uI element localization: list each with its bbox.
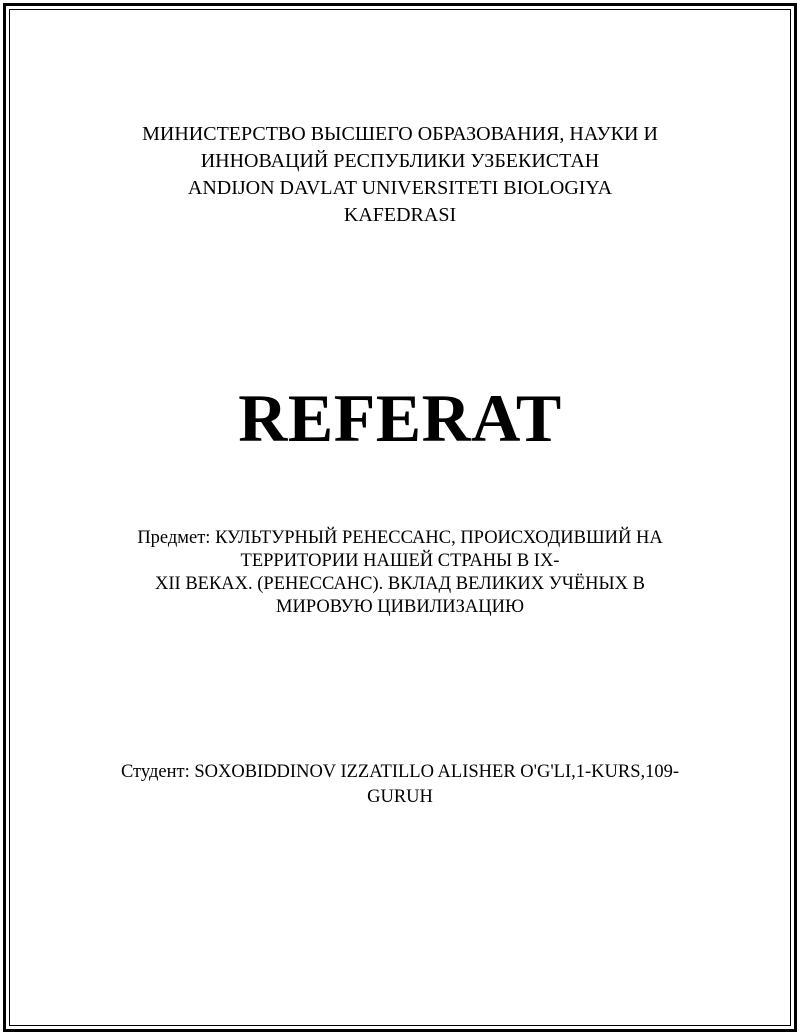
student-line: Студент: SOXOBIDDINOV IZZATILLO ALISHER O'G'LI,1-KURS,109- [120,762,680,782]
subject-line: XII ВЕКАХ. (РЕНЕССАНС). ВКЛАД ВЕЛИКИХ УЧЁНЫХ В [155,574,645,594]
header-line: KAFEDRASI [343,204,457,226]
subject-block [0,527,800,619]
student-line: GURUH [367,787,433,807]
header-line: ANDIJON DAVLAT UNIVERSITETI BIOLOGIYA [187,177,613,199]
header-line: МИНИСТЕРСТВО ВЫСШЕГО ОБРАЗОВАНИЯ, НАУКИ И [142,123,658,145]
document-title: REFERAT [238,380,562,456]
subject-line: Предмет: КУЛЬТУРНЫЙ РЕНЕССАНС, ПРОИСХОДИВШИЙ НА [137,528,663,548]
subject-line: МИРОВУЮ ЦИВИЛИЗАЦИЮ [276,597,524,617]
header-line: ИННОВАЦИЙ РЕСПУБЛИКИ УЗБЕКИСТАН [200,150,600,172]
institution-header [0,121,800,229]
student-block [0,760,800,810]
subject-line: ТЕРРИТОРИИ НАШЕЙ СТРАНЫ В IX- [240,551,560,571]
